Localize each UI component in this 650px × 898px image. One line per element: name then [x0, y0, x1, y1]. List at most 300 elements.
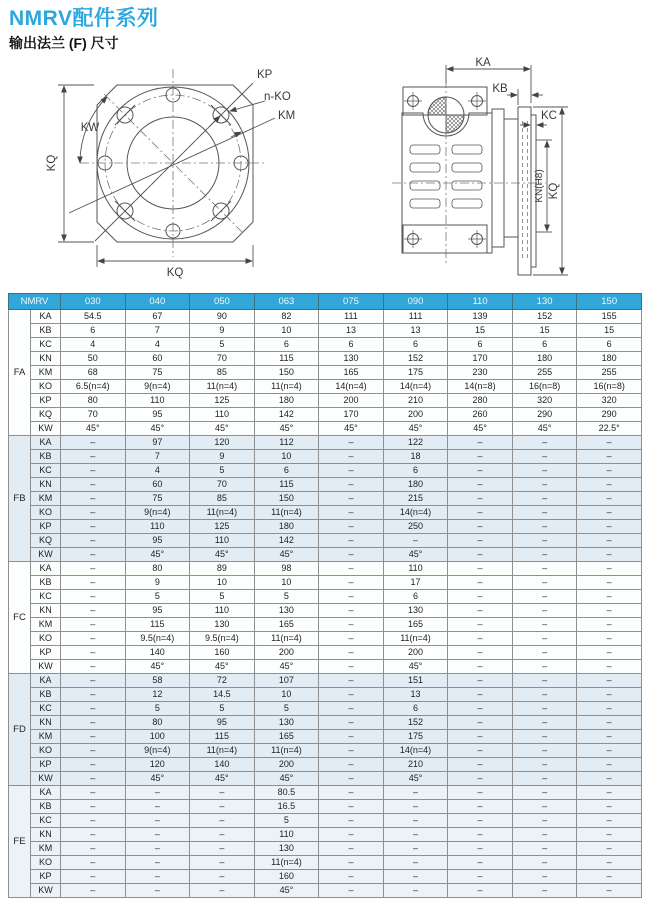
value-cell: 200 [383, 408, 448, 422]
dimension-code-cell: KO [31, 380, 61, 394]
value-cell: 6 [512, 338, 577, 352]
group-label-FB: FB [9, 436, 31, 562]
table-row [9, 828, 642, 842]
table-row [9, 380, 642, 394]
value-cell: – [448, 562, 513, 576]
value-cell: 107 [254, 674, 319, 688]
table-row [9, 702, 642, 716]
value-cell: – [448, 814, 513, 828]
value-cell: 290 [577, 408, 642, 422]
value-cell: 130 [383, 604, 448, 618]
value-cell: – [512, 436, 577, 450]
value-cell: – [448, 646, 513, 660]
value-cell: – [512, 758, 577, 772]
value-cell: – [448, 716, 513, 730]
value-cell: 165 [254, 730, 319, 744]
value-cell: – [61, 688, 126, 702]
value-cell: – [448, 478, 513, 492]
value-cell: 50 [61, 352, 126, 366]
value-cell: – [512, 478, 577, 492]
value-cell: – [61, 744, 126, 758]
value-cell: 230 [448, 366, 513, 380]
value-cell: – [577, 492, 642, 506]
value-cell: 200 [254, 646, 319, 660]
value-cell: 139 [448, 310, 513, 324]
dimension-code-cell: KW [31, 772, 61, 786]
value-cell: – [512, 548, 577, 562]
value-cell: – [319, 464, 384, 478]
value-cell: – [577, 450, 642, 464]
value-cell: 180 [383, 478, 448, 492]
value-cell: – [61, 674, 126, 688]
value-cell: – [383, 870, 448, 884]
value-cell: 5 [190, 464, 255, 478]
value-cell: 5 [254, 814, 319, 828]
value-cell: 54.5 [61, 310, 126, 324]
value-cell: – [319, 520, 384, 534]
dimension-code-cell: KW [31, 422, 61, 436]
value-cell: 122 [383, 436, 448, 450]
dimension-code-cell: KB [31, 576, 61, 590]
value-cell: 175 [383, 366, 448, 380]
value-cell: – [577, 520, 642, 534]
value-cell: – [61, 828, 126, 842]
value-cell: – [577, 772, 642, 786]
value-cell: 112 [254, 436, 319, 450]
value-cell: – [61, 786, 126, 800]
value-cell: 152 [512, 310, 577, 324]
value-cell: – [577, 744, 642, 758]
value-cell: 45° [125, 422, 190, 436]
table-header-row [9, 294, 642, 310]
value-cell: 45° [125, 772, 190, 786]
dimension-code-cell: KW [31, 660, 61, 674]
value-cell: 200 [254, 758, 319, 772]
table-row [9, 758, 642, 772]
value-cell: – [319, 506, 384, 520]
side-label-kc: KC [541, 110, 557, 122]
value-cell: 12 [125, 688, 190, 702]
dimension-code-cell: KP [31, 520, 61, 534]
value-cell: 110 [190, 408, 255, 422]
value-cell: 320 [577, 394, 642, 408]
value-cell: 115 [254, 478, 319, 492]
value-cell: – [319, 716, 384, 730]
value-cell: 110 [254, 828, 319, 842]
value-cell: 152 [383, 352, 448, 366]
gearbox-body [402, 87, 536, 275]
value-cell: 110 [383, 562, 448, 576]
value-cell: 5 [190, 702, 255, 716]
value-cell: – [383, 828, 448, 842]
value-cell: – [61, 618, 126, 632]
value-cell: – [512, 842, 577, 856]
value-cell: – [577, 548, 642, 562]
value-cell: 130 [190, 618, 255, 632]
table-row [9, 800, 642, 814]
value-cell: 9.5(n=4) [125, 632, 190, 646]
value-cell: – [448, 772, 513, 786]
table-row [9, 646, 642, 660]
table-row [9, 422, 642, 436]
value-cell: – [319, 744, 384, 758]
value-cell: – [577, 436, 642, 450]
value-cell: – [61, 534, 126, 548]
table-row [9, 618, 642, 632]
value-cell: 130 [254, 604, 319, 618]
value-cell: – [61, 702, 126, 716]
value-cell: – [448, 800, 513, 814]
dimension-code-cell: KP [31, 758, 61, 772]
value-cell: 82 [254, 310, 319, 324]
value-cell: 7 [125, 450, 190, 464]
value-cell: 180 [254, 520, 319, 534]
table-row [9, 632, 642, 646]
value-cell: – [512, 730, 577, 744]
value-cell: – [61, 758, 126, 772]
value-cell: – [512, 506, 577, 520]
value-cell: 9.5(n=4) [190, 632, 255, 646]
value-cell: 16(n=8) [577, 380, 642, 394]
table-row [9, 814, 642, 828]
value-cell: – [448, 492, 513, 506]
value-cell: 115 [190, 730, 255, 744]
value-cell: 10 [254, 688, 319, 702]
value-cell: – [125, 856, 190, 870]
value-cell: – [512, 646, 577, 660]
value-cell: 75 [125, 492, 190, 506]
value-cell: 11(n=4) [190, 506, 255, 520]
value-cell: 60 [125, 478, 190, 492]
value-cell: – [577, 814, 642, 828]
front-label-nko: n-KO [264, 91, 291, 103]
value-cell: 15 [577, 324, 642, 338]
value-cell: 6 [383, 464, 448, 478]
value-cell: 80 [61, 394, 126, 408]
value-cell: – [577, 590, 642, 604]
value-cell: 14(n=4) [383, 506, 448, 520]
table-row [9, 842, 642, 856]
value-cell: 215 [383, 492, 448, 506]
value-cell: 4 [125, 338, 190, 352]
dimension-code-cell: KA [31, 786, 61, 800]
value-cell: – [61, 772, 126, 786]
value-cell: 45° [190, 660, 255, 674]
value-cell: – [61, 492, 126, 506]
table-row [9, 310, 642, 324]
dimension-code-cell: KM [31, 730, 61, 744]
value-cell: 142 [254, 408, 319, 422]
value-cell: – [190, 786, 255, 800]
value-cell: – [512, 604, 577, 618]
value-cell: – [61, 604, 126, 618]
size-column-header: 110 [448, 294, 513, 310]
value-cell: – [319, 828, 384, 842]
value-cell: 45° [383, 548, 448, 562]
value-cell: 45° [125, 660, 190, 674]
value-cell: – [61, 814, 126, 828]
table-row [9, 884, 642, 898]
value-cell: 75 [125, 366, 190, 380]
value-cell: 175 [383, 730, 448, 744]
value-cell: 200 [319, 394, 384, 408]
dimension-code-cell: KO [31, 856, 61, 870]
value-cell: – [383, 842, 448, 856]
dimension-code-cell: KA [31, 674, 61, 688]
value-cell: – [448, 464, 513, 478]
dimension-code-cell: KO [31, 744, 61, 758]
value-cell: 6 [383, 338, 448, 352]
value-cell: 18 [383, 450, 448, 464]
table-row [9, 870, 642, 884]
value-cell: 115 [254, 352, 319, 366]
value-cell: – [448, 758, 513, 772]
value-cell: – [319, 870, 384, 884]
value-cell: – [383, 814, 448, 828]
value-cell: – [319, 800, 384, 814]
value-cell: 14(n=4) [319, 380, 384, 394]
value-cell: – [512, 660, 577, 674]
value-cell: – [319, 450, 384, 464]
value-cell: – [448, 730, 513, 744]
value-cell: 95 [125, 604, 190, 618]
value-cell: 165 [254, 618, 319, 632]
value-cell: – [319, 758, 384, 772]
value-cell: – [448, 884, 513, 898]
value-cell: – [61, 576, 126, 590]
value-cell: 95 [125, 408, 190, 422]
value-cell: – [448, 702, 513, 716]
value-cell: – [512, 744, 577, 758]
value-cell: 97 [125, 436, 190, 450]
value-cell: 17 [383, 576, 448, 590]
value-cell: – [125, 814, 190, 828]
value-cell: – [125, 800, 190, 814]
value-cell: – [512, 772, 577, 786]
value-cell: – [448, 506, 513, 520]
table-row [9, 744, 642, 758]
value-cell: 70 [190, 478, 255, 492]
table-corner-header: NMRV [9, 294, 61, 310]
value-cell: – [319, 646, 384, 660]
value-cell: – [448, 688, 513, 702]
value-cell: 210 [383, 394, 448, 408]
value-cell: 45° [319, 422, 384, 436]
group-label-FC: FC [9, 562, 31, 674]
value-cell: – [577, 576, 642, 590]
dimension-code-cell: KA [31, 562, 61, 576]
value-cell: – [61, 436, 126, 450]
value-cell: – [577, 856, 642, 870]
value-cell: 130 [319, 352, 384, 366]
value-cell: – [448, 450, 513, 464]
value-cell: – [319, 814, 384, 828]
group-label-FE: FE [9, 786, 31, 898]
value-cell: 45° [254, 772, 319, 786]
value-cell: 15 [448, 324, 513, 338]
value-cell: 110 [190, 604, 255, 618]
size-column-header: 050 [190, 294, 255, 310]
value-cell: 140 [125, 646, 190, 660]
value-cell: 95 [125, 534, 190, 548]
table-row [9, 394, 642, 408]
value-cell: 6 [577, 338, 642, 352]
table-row [9, 688, 642, 702]
value-cell: 45° [512, 422, 577, 436]
value-cell: 90 [190, 310, 255, 324]
value-cell: – [319, 604, 384, 618]
value-cell: 150 [254, 366, 319, 380]
value-cell: – [512, 800, 577, 814]
value-cell: – [190, 870, 255, 884]
value-cell: – [61, 660, 126, 674]
value-cell: – [448, 534, 513, 548]
value-cell: – [512, 702, 577, 716]
value-cell: 100 [125, 730, 190, 744]
value-cell: – [448, 548, 513, 562]
value-cell: 6.5(n=4) [61, 380, 126, 394]
value-cell: – [577, 688, 642, 702]
value-cell: 130 [254, 716, 319, 730]
value-cell: 58 [125, 674, 190, 688]
technical-drawings [0, 55, 650, 290]
value-cell: 45° [254, 660, 319, 674]
side-label-kq: KQ [548, 182, 560, 200]
dimension-code-cell: KB [31, 450, 61, 464]
value-cell: 45° [254, 884, 319, 898]
leader-lines [69, 83, 275, 241]
value-cell: – [61, 464, 126, 478]
value-cell: 151 [383, 674, 448, 688]
value-cell: 15 [512, 324, 577, 338]
value-cell: – [448, 786, 513, 800]
value-cell: 4 [61, 338, 126, 352]
value-cell: – [319, 590, 384, 604]
value-cell: – [512, 786, 577, 800]
value-cell: 255 [577, 366, 642, 380]
value-cell: – [577, 800, 642, 814]
value-cell: – [61, 520, 126, 534]
value-cell: – [125, 870, 190, 884]
value-cell: – [319, 856, 384, 870]
value-cell: 60 [125, 352, 190, 366]
dimension-code-cell: KC [31, 814, 61, 828]
value-cell: 260 [448, 408, 513, 422]
value-cell: 290 [512, 408, 577, 422]
value-cell: 72 [190, 674, 255, 688]
dimension-code-cell: KM [31, 842, 61, 856]
value-cell: – [125, 828, 190, 842]
value-cell: – [319, 730, 384, 744]
value-cell: – [448, 744, 513, 758]
value-cell: – [61, 548, 126, 562]
value-cell: – [512, 716, 577, 730]
value-cell: 6 [448, 338, 513, 352]
table-row [9, 786, 642, 800]
value-cell: – [577, 604, 642, 618]
value-cell: – [383, 800, 448, 814]
value-cell: – [577, 506, 642, 520]
value-cell: 180 [577, 352, 642, 366]
value-cell: – [383, 786, 448, 800]
value-cell: 10 [254, 324, 319, 338]
dimension-code-cell: KP [31, 870, 61, 884]
table-row [9, 716, 642, 730]
group-label-FA: FA [9, 310, 31, 436]
value-cell: 9(n=4) [125, 380, 190, 394]
side-label-ka: KA [475, 57, 491, 69]
value-cell: 68 [61, 366, 126, 380]
table-row [9, 506, 642, 520]
size-column-header: 150 [577, 294, 642, 310]
value-cell: 140 [190, 758, 255, 772]
value-cell: 115 [125, 618, 190, 632]
value-cell: 5 [125, 702, 190, 716]
side-dimension-lines [446, 65, 568, 275]
value-cell: 45° [125, 548, 190, 562]
value-cell: 110 [125, 520, 190, 534]
value-cell: 45° [190, 548, 255, 562]
value-cell: – [319, 492, 384, 506]
dimension-code-cell: KP [31, 394, 61, 408]
dimension-code-cell: KN [31, 828, 61, 842]
value-cell: 95 [190, 716, 255, 730]
value-cell: – [448, 436, 513, 450]
value-cell: – [512, 450, 577, 464]
value-cell: 10 [190, 576, 255, 590]
value-cell: 11(n=4) [254, 856, 319, 870]
value-cell: 250 [383, 520, 448, 534]
value-cell: – [577, 464, 642, 478]
front-label-km: KM [278, 110, 296, 122]
value-cell: 9 [190, 450, 255, 464]
value-cell: – [319, 632, 384, 646]
value-cell: 110 [125, 394, 190, 408]
value-cell: 80.5 [254, 786, 319, 800]
dimension-code-cell: KC [31, 590, 61, 604]
value-cell: 45° [61, 422, 126, 436]
table-row [9, 730, 642, 744]
value-cell: 80 [125, 562, 190, 576]
value-cell: 160 [190, 646, 255, 660]
value-cell: – [448, 520, 513, 534]
value-cell: – [577, 632, 642, 646]
table-row [9, 436, 642, 450]
value-cell: – [61, 884, 126, 898]
value-cell: 152 [383, 716, 448, 730]
value-cell: – [512, 688, 577, 702]
value-cell: 85 [190, 492, 255, 506]
gearbox-side-view-drawing [380, 55, 650, 290]
value-cell: – [448, 618, 513, 632]
size-column-header: 090 [383, 294, 448, 310]
value-cell: 5 [254, 702, 319, 716]
value-cell: 89 [190, 562, 255, 576]
value-cell: 11(n=4) [254, 506, 319, 520]
value-cell: – [448, 828, 513, 842]
table-row [9, 604, 642, 618]
value-cell: – [448, 604, 513, 618]
value-cell: – [190, 884, 255, 898]
table-row [9, 562, 642, 576]
value-cell: – [448, 576, 513, 590]
dimension-code-cell: KM [31, 366, 61, 380]
dimension-code-cell: KN [31, 478, 61, 492]
value-cell: – [61, 646, 126, 660]
value-cell: 80 [125, 716, 190, 730]
value-cell: – [125, 842, 190, 856]
value-cell: – [512, 618, 577, 632]
